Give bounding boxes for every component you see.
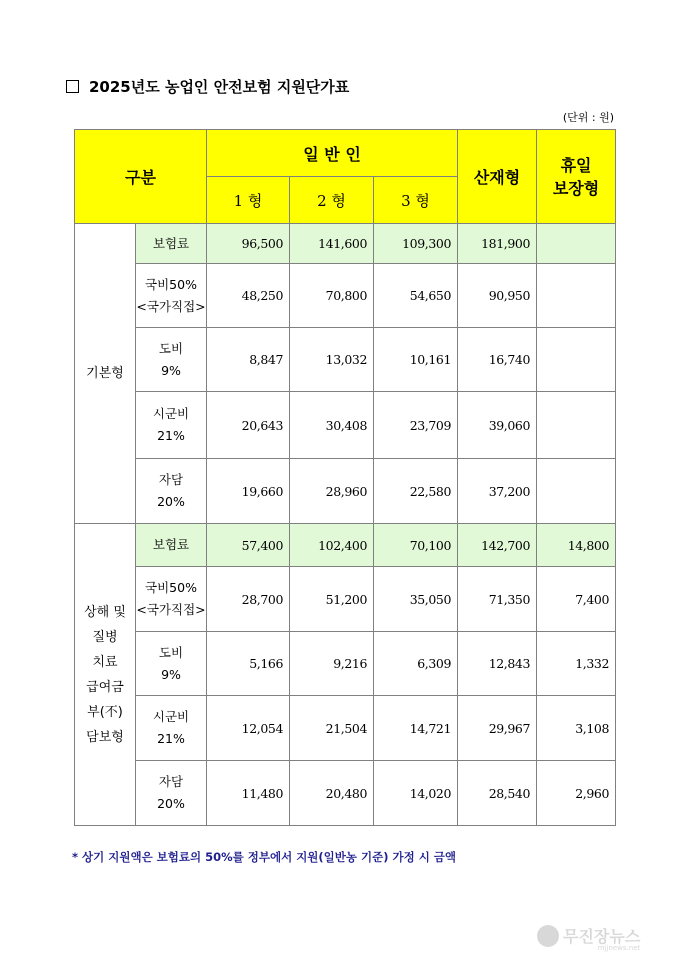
value-cell: 14,721	[374, 696, 458, 761]
value-cell: 8,847	[207, 328, 290, 392]
row-label: 자담 20%	[136, 459, 207, 524]
row-label: 국비50% <국가직접>	[136, 264, 207, 328]
value-cell: 70,100	[374, 524, 458, 567]
value-cell: 35,050	[374, 567, 458, 632]
mountain-logo-icon	[537, 925, 559, 947]
row-label: 시군비 21%	[136, 392, 207, 459]
value-cell: 90,950	[458, 264, 537, 328]
value-cell: 23,709	[374, 392, 458, 459]
group-label: 상해 및 질병 치료 급여금 부(不) 담보형	[75, 524, 136, 826]
value-cell: 102,400	[290, 524, 374, 567]
table-row	[75, 632, 616, 696]
value-cell: 16,740	[458, 328, 537, 392]
value-cell: 39,060	[458, 392, 537, 459]
value-cell: 28,700	[207, 567, 290, 632]
group-label: 기본형	[75, 224, 136, 524]
value-cell: 21,504	[290, 696, 374, 761]
value-cell: 54,650	[374, 264, 458, 328]
value-cell: 28,540	[458, 761, 537, 826]
value-cell: 48,250	[207, 264, 290, 328]
value-cell: 28,960	[290, 459, 374, 524]
value-cell	[537, 264, 616, 328]
table-row	[75, 567, 616, 632]
header-type-2: 2 형	[290, 177, 374, 224]
value-cell: 19,660	[207, 459, 290, 524]
table-row	[75, 264, 616, 328]
value-cell: 57,400	[207, 524, 290, 567]
value-cell: 14,020	[374, 761, 458, 826]
row-label: 도비 9%	[136, 632, 207, 696]
table-row	[75, 328, 616, 392]
subsidy-table	[74, 129, 616, 826]
header-category: 구분	[75, 130, 207, 224]
value-cell: 14,800	[537, 524, 616, 567]
footnote: * 상기 지원액은 보험료의 50%를 정부에서 지원(일반농 기준) 가정 시 금액	[72, 850, 457, 864]
value-cell	[537, 328, 616, 392]
value-cell: 181,900	[458, 224, 537, 264]
value-cell: 142,700	[458, 524, 537, 567]
value-cell: 7,400	[537, 567, 616, 632]
watermark-url: mjjnews.net	[597, 944, 641, 952]
value-cell: 13,032	[290, 328, 374, 392]
row-label: 자담 20%	[136, 761, 207, 826]
value-cell: 2,960	[537, 761, 616, 826]
value-cell: 37,200	[458, 459, 537, 524]
value-cell: 71,350	[458, 567, 537, 632]
value-cell	[537, 392, 616, 459]
header-holiday: 휴일 보장형	[537, 130, 616, 224]
table-row	[75, 761, 616, 826]
header-type-1: 1 형	[207, 177, 290, 224]
value-cell: 3,108	[537, 696, 616, 761]
value-cell: 9,216	[290, 632, 374, 696]
row-label: 국비50% <국가직접>	[136, 567, 207, 632]
row-label: 보험료	[136, 224, 207, 264]
value-cell: 10,161	[374, 328, 458, 392]
checkbox-square-icon	[66, 80, 79, 93]
row-label: 보험료	[136, 524, 207, 567]
value-cell: 5,166	[207, 632, 290, 696]
watermark-text: 무진장뉴스	[563, 927, 641, 946]
value-cell: 20,480	[290, 761, 374, 826]
header-general: 일 반 인	[207, 130, 458, 177]
value-cell: 20,643	[207, 392, 290, 459]
header-industrial: 산재형	[458, 130, 537, 224]
value-cell	[537, 459, 616, 524]
document-title-text: 2025년도 농업인 안전보험 지원단가표	[89, 78, 350, 96]
value-cell	[537, 224, 616, 264]
table-row	[75, 696, 616, 761]
table-row	[75, 392, 616, 459]
table-row	[75, 524, 616, 567]
table-row	[75, 224, 616, 264]
table-row	[75, 459, 616, 524]
value-cell: 70,800	[290, 264, 374, 328]
value-cell: 11,480	[207, 761, 290, 826]
value-cell: 96,500	[207, 224, 290, 264]
value-cell: 12,843	[458, 632, 537, 696]
value-cell: 1,332	[537, 632, 616, 696]
value-cell: 141,600	[290, 224, 374, 264]
value-cell: 12,054	[207, 696, 290, 761]
value-cell: 30,408	[290, 392, 374, 459]
value-cell: 109,300	[374, 224, 458, 264]
unit-label: (단위 : 원)	[562, 111, 614, 124]
value-cell: 29,967	[458, 696, 537, 761]
value-cell: 51,200	[290, 567, 374, 632]
row-label: 시군비 21%	[136, 696, 207, 761]
value-cell: 6,309	[374, 632, 458, 696]
watermark	[537, 924, 640, 952]
row-label: 도비 9%	[136, 328, 207, 392]
value-cell: 22,580	[374, 459, 458, 524]
document-title	[66, 76, 349, 97]
header-type-3: 3 형	[374, 177, 458, 224]
